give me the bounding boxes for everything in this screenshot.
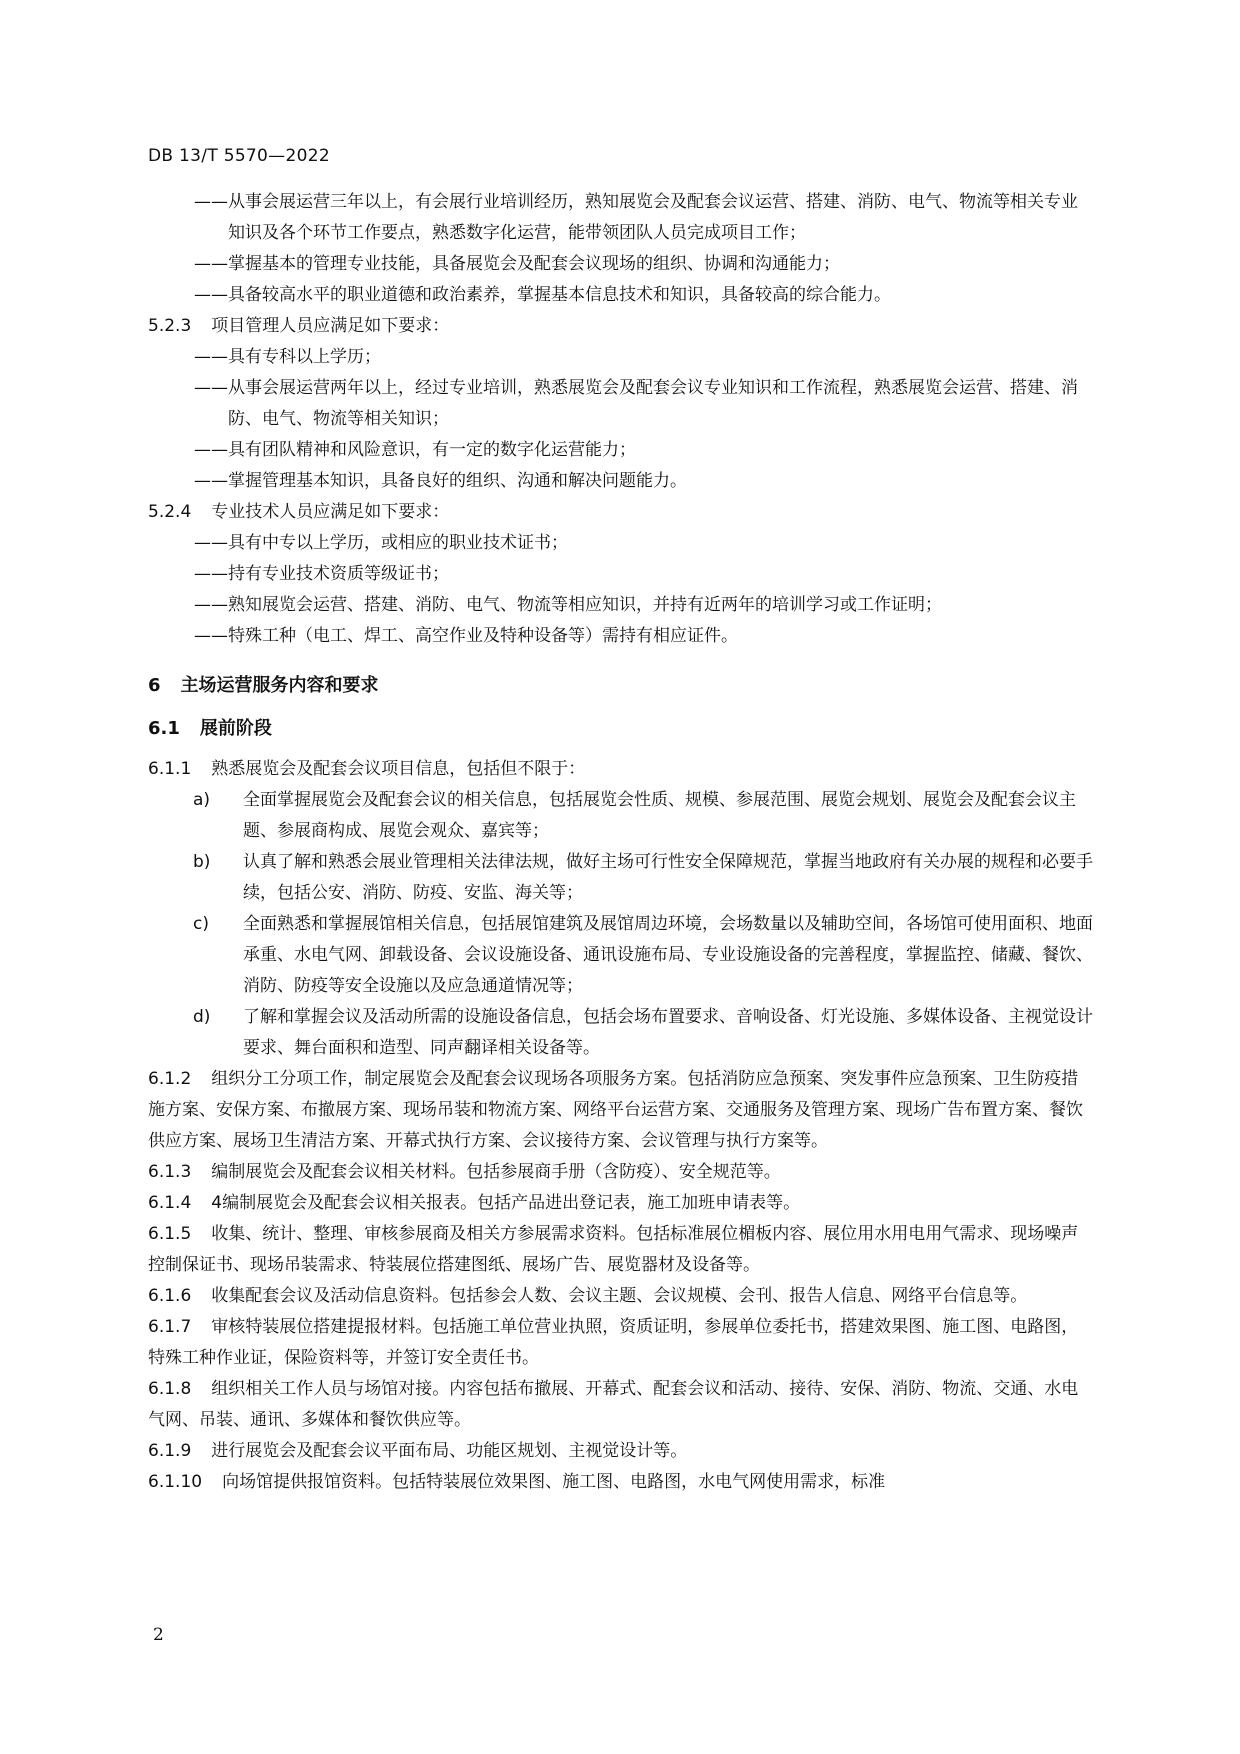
clause-text: 收集配套会议及活动信息资料。包括参会人数、会议主题、会议规模、会刊、报告人信息、网络平台信息等。 [211, 1286, 1028, 1306]
item-marker: d) [193, 1007, 211, 1027]
clause-text: 审核特装展位搭建提报材料。包括施工单位营业执照，资质证明，参展单位委托书，搭建效果图、施工图、电路图，特殊工种作业证，保险资料等，并签订安全责任书。 [148, 1317, 1079, 1368]
lettered-item-b [148, 847, 1093, 909]
list-item [148, 373, 1093, 435]
clause-paragraph [148, 1467, 1093, 1498]
item-text: 认真了解和熟悉会展业管理相关法律法规，做好主场可行性安全保障规范，掌握当地政府有关办展的规程和必要手续，包括公安、消防、防疫、安监、海关等； [243, 852, 1093, 903]
dash-marker: —— [194, 564, 228, 584]
list-item-text: 从事会展运营三年以上，有会展行业培训经历，熟知展览会及配套会议运营、搭建、消防、电气、物流等相关专业知识及各个环节工作要点，熟悉数字化运营，能带领团队人员完成项目工作； [228, 192, 1078, 243]
list-item [148, 621, 1093, 652]
dash-marker: —— [194, 378, 228, 398]
list-item [148, 342, 1093, 373]
dash-marker: —— [194, 254, 228, 274]
item-marker: a) [193, 790, 211, 810]
section-title: 主场运营服务内容和要求 [180, 675, 379, 696]
dash-marker: —— [194, 595, 228, 615]
clause-paragraph [148, 1281, 1093, 1312]
clause-paragraph [148, 1157, 1093, 1188]
section-title: 展前阶段 [199, 718, 272, 739]
clause-paragraph [148, 1312, 1093, 1374]
lettered-item-d [148, 1002, 1093, 1064]
section-6-1-heading [148, 713, 1093, 744]
item-text: 全面掌握展览会及配套会议的相关信息，包括展览会性质、规模、参展范围、展览会规划、展览会及配套会议主题、参展商构成、展览会观众、嘉宾等； [243, 790, 1076, 841]
clause-5-2-3-heading [148, 311, 1093, 342]
list-item-text: 特殊工种（电工、焊工、高空作业及特种设备等）需持有相应证件。 [228, 626, 738, 646]
lettered-item-a [148, 785, 1093, 847]
dash-marker: —— [194, 347, 228, 367]
dash-marker: —— [194, 440, 228, 460]
list-item-text: 从事会展运营两年以上，经过专业培训，熟悉展览会及配套会议专业知识和工作流程，熟悉展览会运营、搭建、消防、电气、物流等相关知识； [228, 378, 1078, 429]
clause-number: 6.1.9 [148, 1441, 192, 1461]
clause-text: 4编制展览会及配套会议相关报表。包括产品进出登记表，施工加班申请表等。 [211, 1193, 801, 1213]
list-item-text: 熟知展览会运营、搭建、消防、电气、物流等相应知识，并持有近两年的培训学习或工作证明； [228, 595, 942, 615]
clause-number: 6.1.3 [148, 1162, 192, 1182]
clause-paragraph [148, 1064, 1093, 1157]
clause-text: 进行展览会及配套会议平面布局、功能区规划、主视觉设计等。 [211, 1441, 688, 1461]
clause-number: 6.1.5 [148, 1224, 192, 1244]
clause-title: 项目管理人员应满足如下要求： [211, 316, 450, 336]
clause-number: 6.1.2 [148, 1069, 192, 1089]
clause-text: 组织分工分项工作，制定展览会及配套会议现场各项服务方案。包括消防应急预案、突发事件应急预案、卫生防疫措施方案、安保方案、布撤展方案、现场吊装和物流方案、网络平台运营方案、交通服务及管理方案、现场广告布置方案、餐饮供应方案、展场卫生清洁方案、开幕式执行方案、会议接待方案、会议管理与执行方案等。 [148, 1069, 1083, 1151]
dash-marker: —— [194, 471, 228, 491]
list-item-text: 掌握管理基本知识，具备良好的组织、沟通和解决问题能力。 [228, 471, 687, 491]
list-item [148, 528, 1093, 559]
clause-title: 专业技术人员应满足如下要求： [211, 502, 450, 522]
list-item [148, 559, 1093, 590]
section-number: 6.1 [148, 718, 180, 739]
list-item [148, 249, 1093, 280]
list-item [148, 590, 1093, 621]
item-text: 全面熟悉和掌握展馆相关信息，包括展馆建筑及展馆周边环境，会场数量以及辅助空间，各场馆可使用面积、地面承重、水电气网、卸载设备、会议设施设备、通讯设施布局、专业设施设备的完善程度，掌握监控、储藏、餐饮、消防、防疫等安全设施以及应急通道情况等； [243, 914, 1093, 996]
list-item [148, 187, 1093, 249]
item-marker: b) [193, 852, 211, 872]
list-item [148, 435, 1093, 466]
section-number: 6 [148, 675, 161, 696]
page-number: 2 [153, 1625, 164, 1645]
clause-paragraph [148, 1374, 1093, 1436]
clause-number: 6.1.10 [148, 1472, 203, 1492]
clause-number: 6.1.7 [148, 1317, 192, 1337]
clause-number: 6.1.6 [148, 1286, 192, 1306]
clause-6-1-1-heading [148, 754, 1093, 785]
dash-marker: —— [194, 626, 228, 646]
clause-number: 6.1.4 [148, 1193, 192, 1213]
dash-marker: —— [194, 285, 228, 305]
document-body [148, 187, 1093, 1498]
clause-paragraph [148, 1219, 1093, 1281]
item-text: 了解和掌握会议及活动所需的设施设备信息，包括会场布置要求、音响设备、灯光设施、多媒体设备、主视觉设计要求、舞台面积和造型、同声翻译相关设备等。 [243, 1007, 1093, 1058]
clause-5-2-4-heading [148, 497, 1093, 528]
clause-number: 6.1.8 [148, 1379, 192, 1399]
list-item [148, 466, 1093, 497]
dash-marker: —— [194, 533, 228, 553]
clause-text: 编制展览会及配套会议相关材料。包括参展商手册（含防疫）、安全规范等。 [211, 1162, 781, 1182]
dash-marker: —— [194, 192, 228, 212]
clause-paragraph [148, 1188, 1093, 1219]
clause-text: 收集、统计、整理、审核参展商及相关方参展需求资料。包括标准展位楣板内容、展位用水用电用气需求、现场噪声控制保证书、现场吊装需求、特装展位搭建图纸、展场广告、展览器材及设备等。 [148, 1224, 1079, 1275]
list-item-text: 具备较高水平的职业道德和政治素养，掌握基本信息技术和知识，具备较高的综合能力。 [228, 285, 891, 305]
list-item-text: 具有专科以上学历； [228, 347, 381, 367]
clause-number: 5.2.3 [148, 316, 192, 336]
clause-title: 熟悉展览会及配套会议项目信息，包括但不限于： [211, 759, 586, 779]
clause-number: 6.1.1 [148, 759, 192, 779]
list-item [148, 280, 1093, 311]
clause-text: 向场馆提供报馆资料。包括特装展位效果图、施工图、电路图，水电气网使用需求，标准 [222, 1472, 886, 1492]
clause-number: 5.2.4 [148, 502, 192, 522]
document-code-header: DB 13/T 5570—2022 [148, 146, 330, 166]
item-marker: c) [193, 914, 209, 934]
clause-text: 组织相关工作人员与场馆对接。内容包括布撤展、开幕式、配套会议和活动、接待、安保、消防、物流、交通、水电气网、吊装、通讯、多媒体和餐饮供应等。 [148, 1379, 1079, 1430]
list-item-text: 具有团队精神和风险意识，有一定的数字化运营能力； [228, 440, 636, 460]
lettered-item-c [148, 909, 1093, 1002]
list-item-text: 具有中专以上学历，或相应的职业技术证书； [228, 533, 568, 553]
section-6-heading [148, 670, 1093, 701]
list-item-text: 掌握基本的管理专业技能，具备展览会及配套会议现场的组织、协调和沟通能力； [228, 254, 840, 274]
list-item-text: 持有专业技术资质等级证书； [228, 564, 449, 584]
clause-paragraph [148, 1436, 1093, 1467]
